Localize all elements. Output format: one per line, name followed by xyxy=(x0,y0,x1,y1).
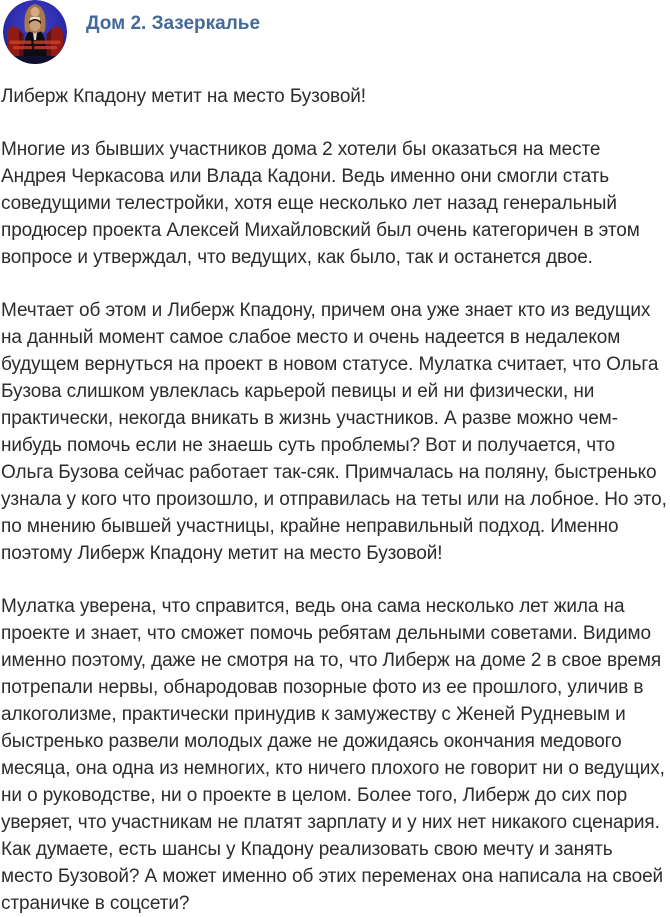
post-headline: Либерж Кпадону метит на место Бузовой! xyxy=(1,86,366,107)
post-paragraph: Многие из бывших участников дома 2 хотели бы оказаться на месте Андрея Черкасова или Влада Кадони. Ведь именно они смогли стать соведущими телестройки, хотя еще несколько лет назад генеральный продюсер проекта Алексей Михайловский был очень категоричен в этом вопросе и утверждал, что ведущих, как было, так и останется двое. xyxy=(1,139,640,268)
group-avatar[interactable] xyxy=(3,0,67,64)
group-name-link[interactable]: Дом 2. Зазеркалье xyxy=(86,13,261,34)
post-paragraph: Мечтает об этом и Либерж Кпадону, причем она уже знает кто из ведущих на данный момент самое слабое место и очень надеется в недалеком будущем вернуться на проект в новом статусе. Мулатка считает, что Ольга Бузова слишком увлеклась карьерой певицы и ей ни физически, ни практически, некогда вникать в жизнь участников. А разве можно чем-нибудь помочь если не знаешь суть проблемы? Вот и получается, что Ольга Бузова сейчас работает так-сяк. Примчалась на поляну, быстренько узнала у кого что произошло, и отправилась на теты или на лобное. Но это, по мнению бывшей участницы, крайне неправильный подход. Именно поэтому Либерж Кпадону метит на место Бузовой! xyxy=(1,300,667,564)
post-header xyxy=(1,0,668,64)
group-avatar-photo-icon xyxy=(3,0,67,64)
post-text xyxy=(1,83,668,917)
post-paragraph: Мулатка уверена, что справится, ведь она сама несколько лет жила на проекте и знает, что сможет помочь ребятам дельными советами. Видимо именно поэтому, даже не смотря на то, что Либерж на доме 2 в свое время потрепали нервы, обнародовав позорные фото из ее прошлого, уличив в алкоголизме, практически принудив к замужеству с Женей Рудневым и быстренько развели молодых даже не дожидаясь окончания медового месяца, она одна из немногих, кто ничего плохого не говорит ни о ведущих, ни о руководстве, ни о проекте в целом. Более того, Либерж до сих пор уверяет, что участникам не платят зарплату и у них нет никакого сценария. Как думаете, есть шансы у Кпадону реализовать свою мечту и занять место Бузовой? А может именно об этих переменах она написала на своей страничке в соцсети? xyxy=(1,596,665,914)
